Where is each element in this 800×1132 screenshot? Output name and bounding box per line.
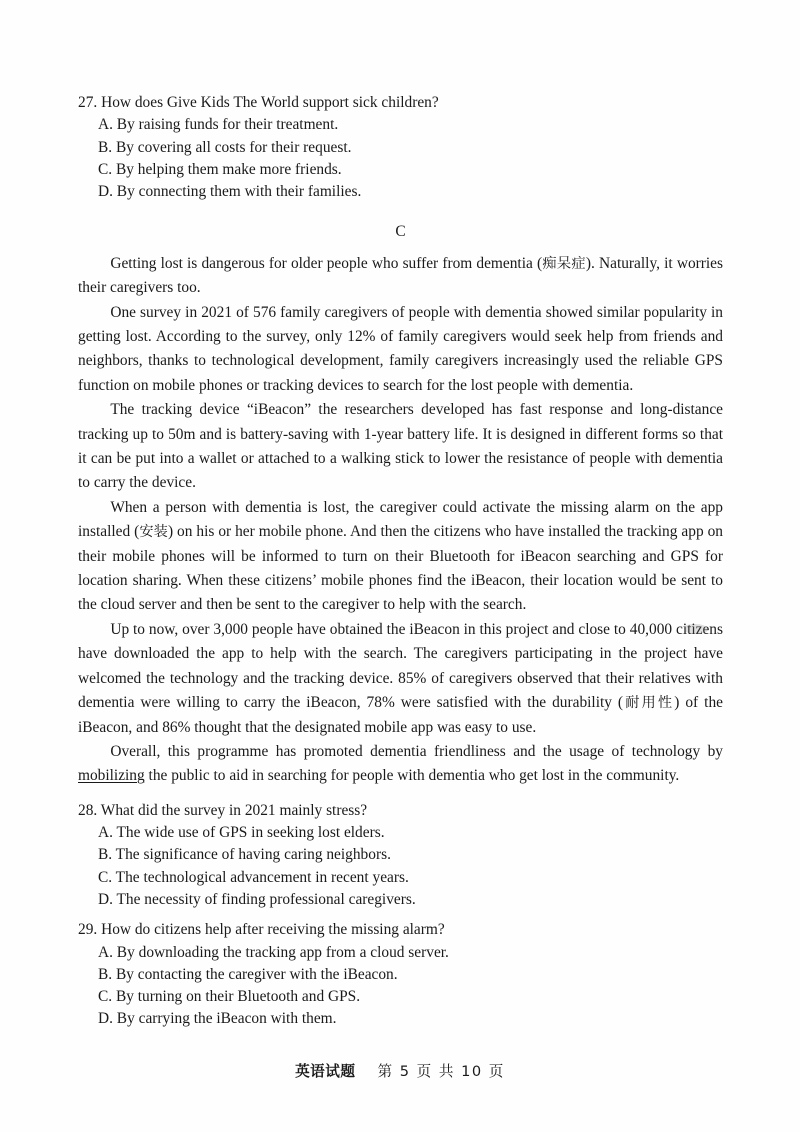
question-29-option-b[interactable]: B. By contacting the caregiver with the iBeacon.	[98, 965, 398, 983]
paragraph-1-text-a: Getting lost is dangerous for older people who suffer from dementia (	[110, 254, 543, 272]
question-29-option-c[interactable]: C. By turning on their Bluetooth and GPS.	[98, 988, 361, 1006]
paragraph-5-smudged-word: citizens	[675, 620, 723, 638]
passage-paragraph-1	[78, 252, 723, 301]
question-29-options	[78, 942, 723, 1031]
question-29-stem: 29. How do citizens help after receiving the missing alarm?	[78, 921, 445, 939]
passage-paragraph-3: The tracking device “iBeacon” the researchers developed has fast response and long-distance tracking up to 50m and is battery-saving with 1-year battery life. It is designed in different forms so that it can be put into a wallet or attached to a walking stick to lower the resistance of people with dementia to carry the device.	[78, 401, 723, 492]
question-27-option-c[interactable]: C. By helping them make more friends.	[98, 160, 342, 178]
question-27-options	[78, 114, 723, 203]
question-28-stem: 28. What did the survey in 2021 mainly stress?	[78, 801, 368, 819]
question-27-stem: 27. How does Give Kids The World support sick children?	[78, 94, 439, 111]
question-28-option-b[interactable]: B. The significance of having caring neighbors.	[98, 846, 391, 864]
page-footer	[0, 1060, 800, 1081]
question-28-option-c[interactable]: C. The technological advancement in recent years.	[98, 868, 409, 886]
gloss-installed: 安装	[139, 524, 168, 541]
page-content	[78, 92, 723, 1031]
passage-paragraph-4	[78, 496, 723, 618]
underlined-word-mobilizing: mobilizing	[78, 767, 145, 785]
spacer	[78, 244, 723, 252]
spacer	[78, 911, 723, 919]
footer-subject-title: 英语试题	[295, 1063, 356, 1080]
paragraph-5-text-b: have downloaded the app to help with the search. The caregivers participating in the project have welcomed the technology and the tracking device. 85% of caregivers observed that their relatives with dementia were willing to carry the iBeacon, 78% were satisfied with the durability (	[78, 645, 723, 712]
paragraph-4-text-a: When a person with dementia is lost, the caregiver could activate the missing alarm on the app installed (	[78, 498, 723, 541]
question-29-option-d[interactable]: D. By carrying the iBeacon with them.	[98, 1010, 337, 1028]
passage-paragraph-2: One survey in 2021 of 576 family caregivers of people with dementia showed similar popularity in getting lost. According to the survey, only 12% of family caregivers would seek help from friends and neighbors, thanks to technological development, family caregivers increasingly used the reliable GPS function on mobile phones or tracking devices to search for the lost people with dementia.	[78, 303, 723, 394]
footer-pagination: 第 5 页 共 10 页	[377, 1063, 505, 1080]
question-28-options	[78, 822, 723, 911]
spacer	[78, 203, 723, 221]
paragraph-4-text-b: ) on his or her mobile phone. And then the citizens who have installed the tracking app on their mobile phones will be informed to turn on their Bluetooth for iBeacon searching and GPS for location sharing. When these citizens’ mobile phones find the iBeacon, their location would be sent to the cloud server and then be sent to the caregiver to help with the search.	[78, 523, 723, 614]
question-27-option-a[interactable]: A. By raising funds for their treatment.	[98, 116, 339, 134]
question-27-option-b[interactable]: B. By covering all costs for their request.	[98, 138, 352, 156]
paragraph-5-text-c: ) of the iBeacon, and 86% thought that the designated mobile app was easy to use.	[78, 694, 723, 736]
passage-label: C	[395, 223, 406, 241]
question-29	[78, 919, 723, 1030]
gloss-durability: 耐用性	[623, 695, 675, 712]
passage-paragraph-5	[78, 618, 723, 740]
paragraph-1-text-b: ). Naturally, it worries their caregivers too.	[78, 254, 723, 297]
paragraph-5-text-a: Up to now, over 3,000 people have obtained the iBeacon in this project and close to 40,000	[110, 620, 676, 638]
question-27-option-d[interactable]: D. By connecting them with their families.	[98, 183, 362, 201]
gloss-dementia: 痴呆症	[542, 255, 586, 272]
paragraph-6-text-a: Overall, this programme has promoted dementia friendliness and the usage of technology by	[110, 742, 723, 760]
spacer	[78, 789, 723, 800]
question-28-option-d[interactable]: D. The necessity of finding professional caregivers.	[98, 890, 416, 908]
question-28-option-a[interactable]: A. The wide use of GPS in seeking lost elders.	[98, 824, 385, 842]
question-28	[78, 800, 723, 911]
passage-paragraph-6	[78, 740, 723, 789]
question-27	[78, 92, 723, 203]
paragraph-6-text-b: the public to aid in searching for people with dementia who get lost in the community.	[144, 767, 680, 785]
question-29-option-a[interactable]: A. By downloading the tracking app from a cloud server.	[98, 943, 449, 961]
